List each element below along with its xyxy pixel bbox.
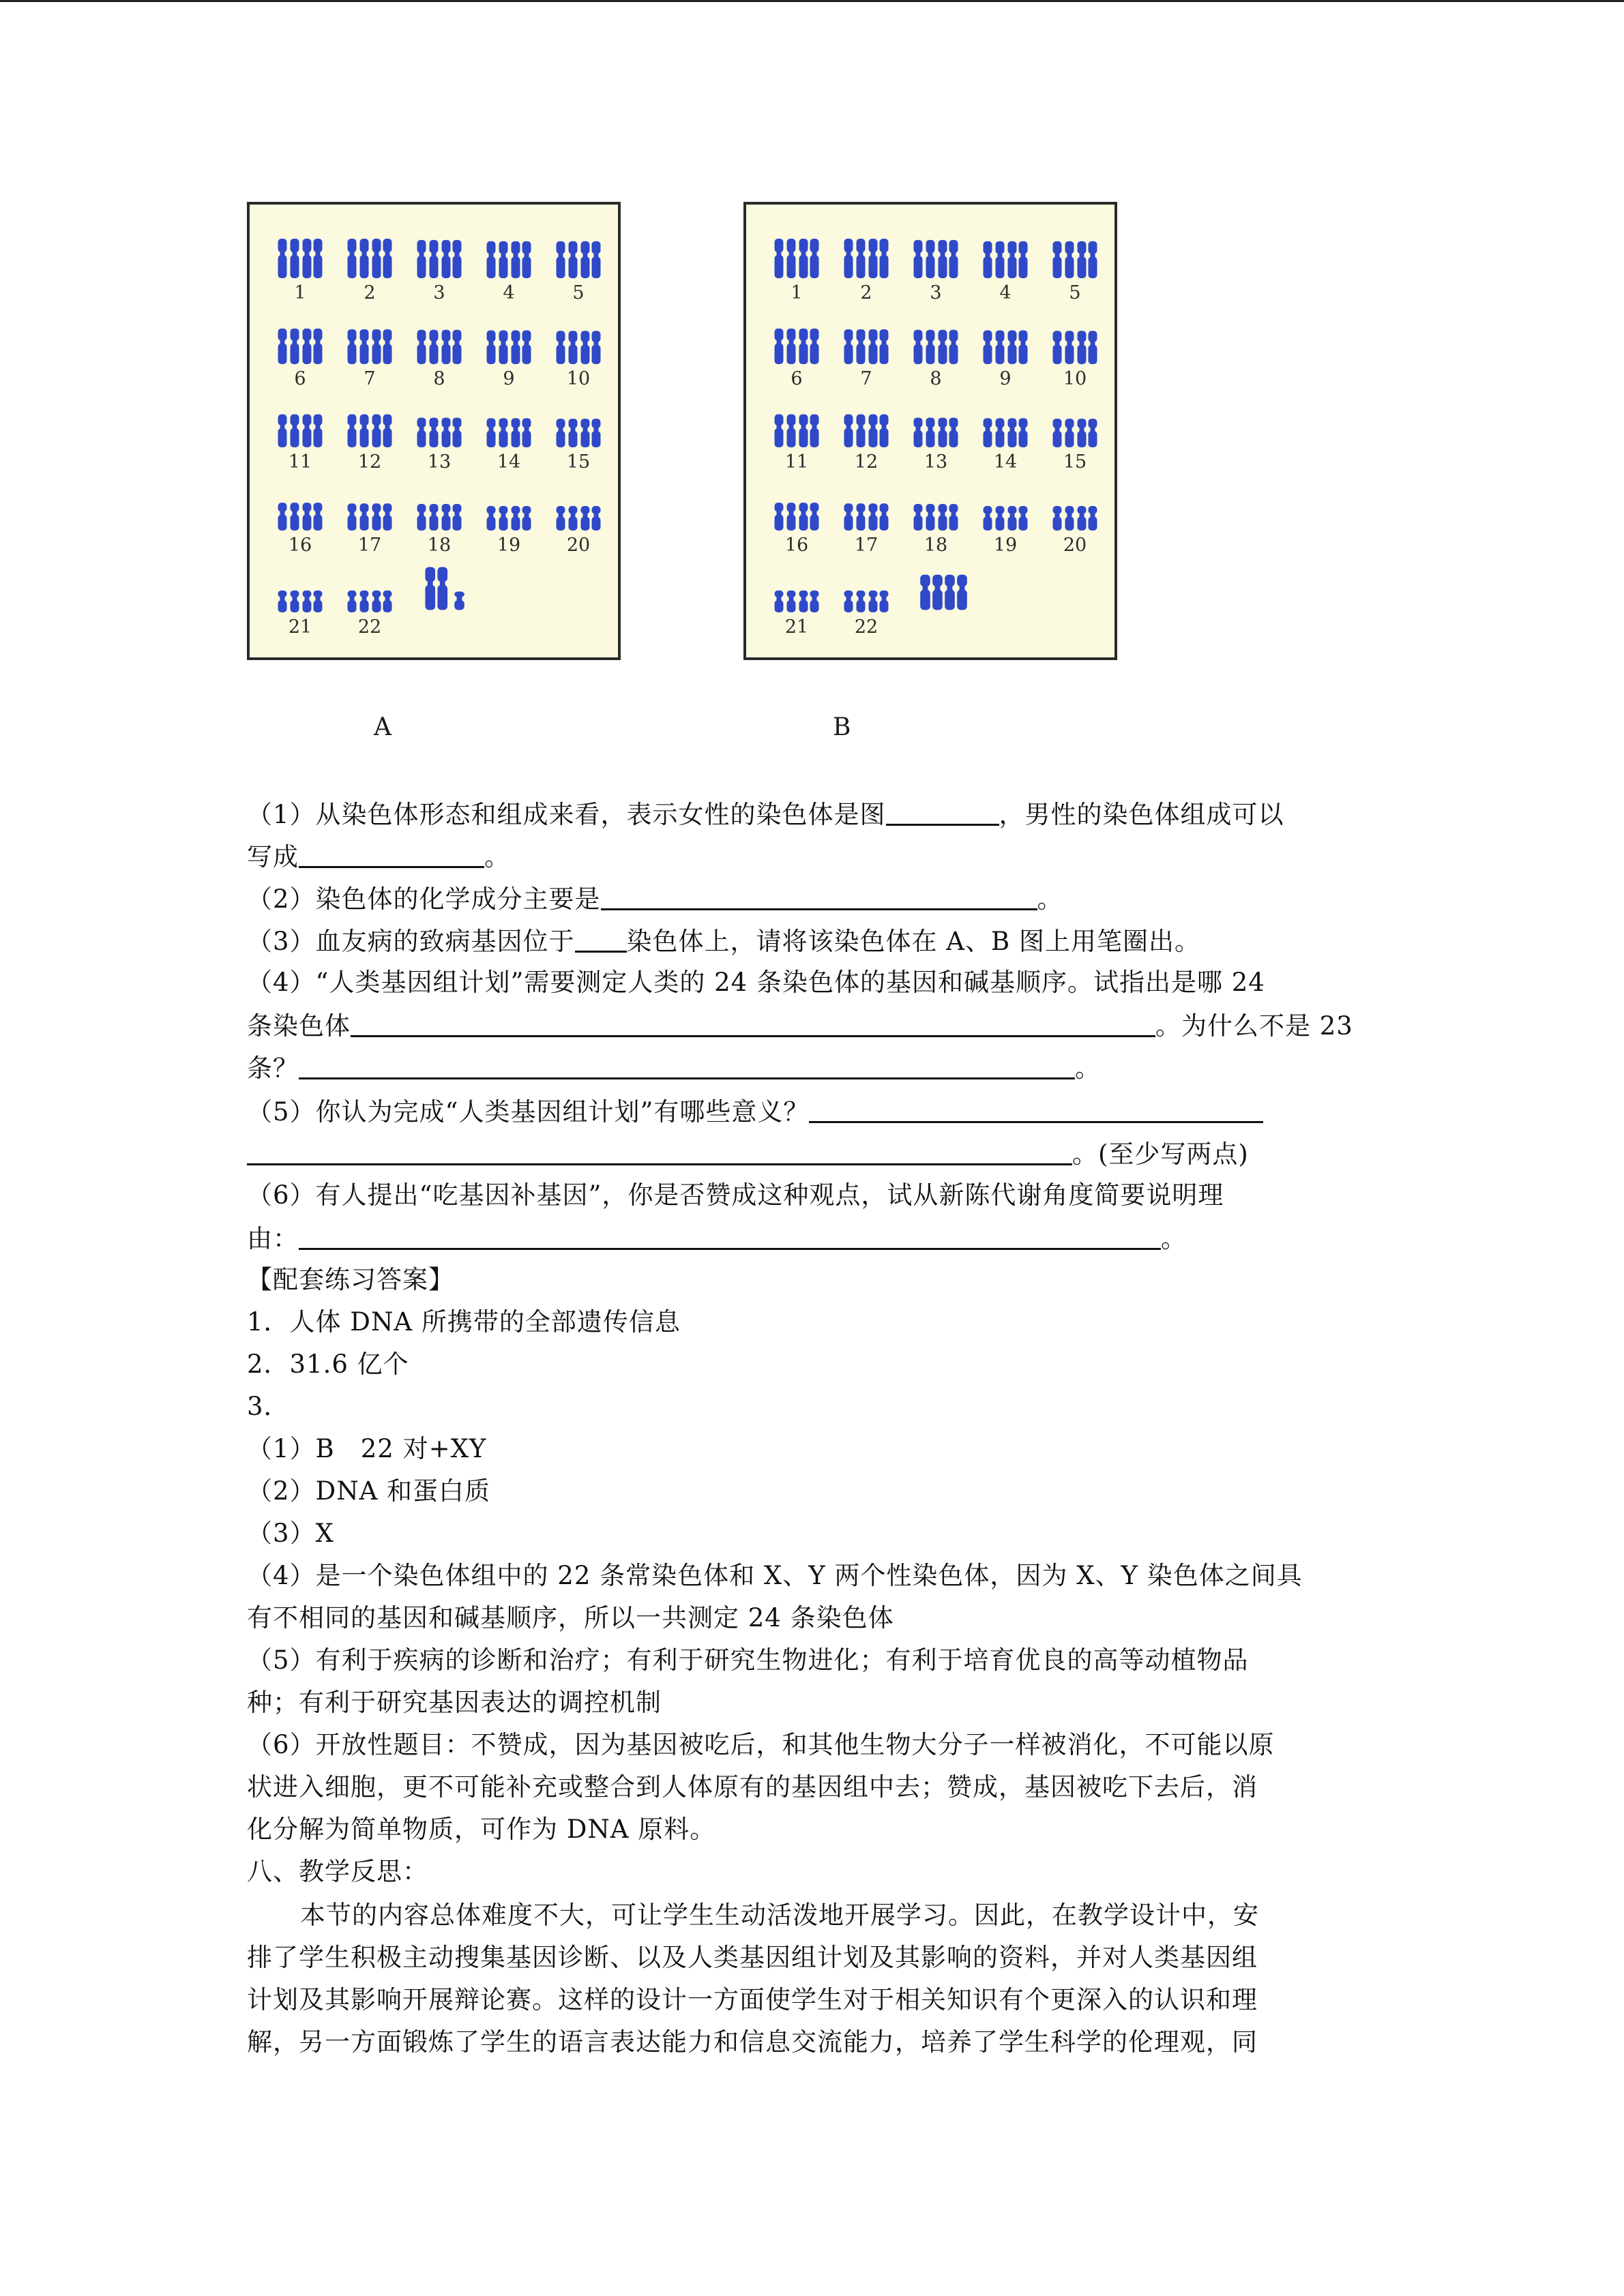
chromosome-pair-icon <box>839 408 894 449</box>
answer-blank-q2[interactable] <box>601 878 1037 910</box>
answer-blank-q4-why[interactable] <box>299 1047 1075 1079</box>
reflection-line-3: 计划及其影响开展辩论赛。这样的设计一方面使学生对于相关知识有个更深入的认识和理 <box>247 1985 1258 2014</box>
question-4-end: 。 <box>1075 1054 1101 1083</box>
chromosome-pair-6-a <box>267 325 333 393</box>
chromosome-pair-12-a <box>337 408 402 476</box>
question-4-text-4: 条？ <box>247 1054 299 1083</box>
chromosome-pair-icon <box>1048 408 1102 449</box>
chromosome-pair-19-b <box>973 491 1038 559</box>
chromosome-number: 1 <box>294 282 306 303</box>
chromosome-pair-18-a <box>407 491 472 559</box>
question-5-end: 。(至少写两点) <box>1072 1139 1249 1169</box>
chromosome-pair-icon <box>273 573 327 614</box>
chromosome-pair-icon <box>839 573 894 614</box>
chromosome-pair-icon <box>273 408 327 449</box>
reflection-line-4: 解，另一方面锻炼了学生的语言表达能力和信息交流能力，培养了学生科学的伦理观，同 <box>247 2027 1258 2057</box>
answer-3-3: （3）X <box>247 1519 334 1548</box>
chromosome-number: 2 <box>364 282 376 303</box>
chromosome-pair-icon <box>482 408 536 449</box>
chromosome-number: 13 <box>924 451 948 473</box>
chromosome-number: 14 <box>497 451 521 473</box>
chromosome-number: 11 <box>288 451 312 473</box>
karyotype-panel-b <box>743 202 1117 660</box>
chromosome-pair-4-b <box>973 239 1038 307</box>
question-3-text-2: 染色体上，请将该染色体在 A、B 图上用笔圈出。 <box>626 927 1200 956</box>
chromosome-pair-icon <box>482 239 536 280</box>
chromosome-pair-icon <box>342 325 397 366</box>
question-3-line <box>247 921 1379 960</box>
answers-heading: 【配套练习答案】 <box>247 1265 454 1294</box>
chromosome-pair-14-b <box>973 408 1038 476</box>
chromosome-pair-icon <box>1048 325 1102 366</box>
answer-3-2: （2）DNA 和蛋白质 <box>247 1476 491 1506</box>
chromosome-pair-21-b <box>764 573 829 641</box>
chromosome-pair-icon <box>978 239 1033 280</box>
chromosome-number: 22 <box>357 616 382 638</box>
chromosome-pair-icon <box>1048 239 1102 280</box>
chromosome-number: 21 <box>288 616 312 638</box>
sex-chromosomes-xy-icon <box>413 565 475 612</box>
chromosome-pair-19-a <box>476 491 542 559</box>
chromosome-pair-icon <box>482 325 536 366</box>
chromosome-number: 4 <box>503 282 515 303</box>
chromosome-pair-icon <box>551 239 606 280</box>
chromosome-number: 5 <box>1069 282 1081 303</box>
chromosome-pair-icon <box>769 325 824 366</box>
reflection-text-1: 本节的内容总体难度不大，可让学生生动活泼地开展学习。因此，在教学设计中，安 <box>300 1900 1259 1930</box>
chromosome-number: 21 <box>784 616 809 638</box>
question-2-end: 。 <box>1037 884 1063 914</box>
question-1-text: （1）从染色体形态和组成来看，表示女性的染色体是图 <box>247 800 886 829</box>
chromosome-pair-icon <box>412 325 467 366</box>
answer-blank-q1-male[interactable] <box>299 836 484 868</box>
chromosome-pair-21-a <box>267 573 333 641</box>
chromosome-pair-icon <box>412 239 467 280</box>
question-4-text: （4）“人类基因组计划”需要测定人类的 24 条染色体的基因和碱基顺序。试指出是哪 24 <box>247 968 1265 997</box>
question-6-text: （6）有人提出“吃基因补基因”，你是否赞成这种观点，试从新陈代谢角度简要说明理 <box>247 1180 1224 1210</box>
chromosome-pair-5-b <box>1042 239 1108 307</box>
chromosome-number: 1 <box>791 282 803 303</box>
chromosome-pair-icon <box>551 325 606 366</box>
chromosome-pair-22-a <box>337 573 402 641</box>
chromosome-pair-icon <box>482 491 536 532</box>
chromosome-pair-20-b <box>1042 491 1108 559</box>
chromosome-pair-icon <box>551 408 606 449</box>
chromosome-pair-icon <box>412 408 467 449</box>
chromosome-pair-icon <box>909 408 963 449</box>
karyotype-panel-a <box>247 202 621 660</box>
chromosome-pair-11-a <box>267 408 333 476</box>
chromosome-number: 3 <box>433 282 445 303</box>
chromosome-pair-icon <box>1048 491 1102 532</box>
chromosome-number: 17 <box>357 535 382 556</box>
chromosome-pair-2-b <box>833 239 899 307</box>
chromosome-pair-icon <box>342 491 397 532</box>
chromosome-pair-icon <box>978 325 1033 366</box>
question-1-line-1 <box>247 794 1379 833</box>
question-4-text-3: 。为什么不是 23 <box>1155 1011 1353 1041</box>
question-1-text-3: 写成 <box>247 842 299 871</box>
chromosome-pair-icon <box>342 573 397 614</box>
question-6-end: 。 <box>1161 1224 1187 1253</box>
chromosome-pair-12-b <box>833 408 899 476</box>
chromosome-number: 9 <box>503 368 515 389</box>
figure-label-b: B <box>833 713 851 741</box>
chromosome-pair-22-b <box>833 573 899 641</box>
question-2-text: （2）染色体的化学成分主要是 <box>247 884 601 914</box>
chromosome-pair-5-a <box>546 239 611 307</box>
chromosome-pair-16-a <box>267 491 333 559</box>
chromosome-pair-17-a <box>337 491 402 559</box>
chromosome-number: 12 <box>357 451 382 473</box>
chromosome-number: 12 <box>854 451 879 473</box>
chromosome-pair-17-b <box>833 491 899 559</box>
chromosome-number: 15 <box>1063 451 1087 473</box>
chromosome-number: 15 <box>566 451 591 473</box>
answer-blank-q4-which[interactable] <box>351 1005 1155 1037</box>
answer-3-6-line-3: 化分解为简单物质，可作为 DNA 原料。 <box>247 1815 716 1844</box>
chromosome-pair-1-a <box>267 239 333 307</box>
question-1-line-2 <box>247 836 1379 876</box>
chromosome-pair-15-b <box>1042 408 1108 476</box>
chromosome-number: 6 <box>294 368 306 389</box>
chromosome-pair-11-b <box>764 408 829 476</box>
answer-blank-q5-b[interactable] <box>247 1133 1072 1165</box>
chromosome-number: 16 <box>784 535 809 556</box>
question-4-text-2: 条染色体 <box>247 1011 351 1041</box>
chromosome-pair-icon <box>551 491 606 532</box>
chromosome-pair-icon <box>978 408 1033 449</box>
chromosome-number: 22 <box>854 616 879 638</box>
question-5-text: （5）你认为完成“人类基因组计划”有哪些意义？ <box>247 1097 810 1127</box>
chromosome-number: 8 <box>930 368 942 389</box>
answer-3-6-line-1: （6）开放性题目：不赞成，因为基因被吃后，和其他生物大分子一样被消化，不可能以原 <box>247 1730 1275 1759</box>
chromosome-number: 6 <box>791 368 803 389</box>
chromosome-pair-9-a <box>476 325 542 393</box>
chromosome-pair-20-a <box>546 491 611 559</box>
chromosome-pair-14-a <box>476 408 542 476</box>
question-5-line-2 <box>247 1133 1379 1173</box>
answer-blank-q3[interactable] <box>575 921 627 953</box>
chromosome-number: 20 <box>1063 535 1087 556</box>
chromosome-pair-6-b <box>764 325 829 393</box>
answer-3-4-line-2: 有不相同的基因和碱基顺序，所以一共测定 24 条染色体 <box>247 1603 894 1632</box>
figure-label-a: A <box>374 713 392 741</box>
chromosome-pair-9-b <box>973 325 1038 393</box>
chromosome-pair-1-b <box>764 239 829 307</box>
chromosome-pair-16-b <box>764 491 829 559</box>
chromosome-number: 9 <box>999 368 1012 389</box>
question-3-text: （3）血友病的致病基因位于 <box>247 927 575 956</box>
chromosome-pair-icon <box>909 325 963 366</box>
question-6-line-1 <box>247 1176 1379 1215</box>
chromosome-number: 5 <box>572 282 585 303</box>
chromosome-pair-icon <box>978 491 1033 532</box>
chromosome-pair-8-a <box>407 325 472 393</box>
chromosome-pair-icon <box>909 491 963 532</box>
chromosome-pair-icon <box>769 573 824 614</box>
chromosome-pair-7-b <box>833 325 899 393</box>
question-1-text-4: 。 <box>484 842 510 871</box>
chromosome-pair-15-a <box>546 408 611 476</box>
chromosome-number: 7 <box>860 368 872 389</box>
chromosome-pair-13-a <box>407 408 472 476</box>
sex-chromosomes-xx-icon <box>910 565 971 612</box>
answer-2: 2．31.6 亿个 <box>247 1350 409 1379</box>
chromosome-pair-3-a <box>407 239 472 307</box>
chromosome-pair-3-b <box>903 239 969 307</box>
chromosome-pair-icon <box>839 491 894 532</box>
answer-3-5-line-2: 种；有利于研究基因表达的调控机制 <box>247 1688 662 1717</box>
chromosome-pair-icon <box>273 239 327 280</box>
question-4-line-1 <box>247 963 1379 1002</box>
chromosome-pair-icon <box>342 408 397 449</box>
answer-3-5-line-1: （5）有利于疾病的诊断和治疗；有利于研究生物进化；有利于培育优良的高等动植物品 <box>247 1645 1249 1675</box>
chromosome-pair-7-a <box>337 325 402 393</box>
chromosome-pair-icon <box>909 239 963 280</box>
answer-3: 3． <box>247 1392 290 1421</box>
chromosome-pair-10-a <box>546 325 611 393</box>
answer-blank-q5-a[interactable] <box>809 1091 1263 1123</box>
chromosome-number: 3 <box>930 282 942 303</box>
chromosome-pair-13-b <box>903 408 969 476</box>
chromosome-number: 7 <box>364 368 376 389</box>
page-top-border <box>0 0 1624 2</box>
chromosome-number: 4 <box>999 282 1012 303</box>
chromosome-number: 10 <box>566 368 591 389</box>
chromosome-number: 13 <box>427 451 452 473</box>
question-1-text-2: ，男性的染色体组成可以 <box>999 800 1284 829</box>
question-4-line-2 <box>247 1005 1379 1045</box>
chromosome-pair-icon <box>769 491 824 532</box>
reflection-line-1 <box>247 1896 1379 1935</box>
reflection-line-2: 排了学生积极主动搜集基因诊断、以及人类基因组计划及其影响的资料，并对人类基因组 <box>247 1943 1258 1972</box>
answer-3-6-line-2: 状进入细胞，更不可能补充或整合到人体原有的基因组中去；赞成，基因被吃下去后，消 <box>247 1772 1258 1802</box>
question-4-line-3 <box>247 1047 1379 1087</box>
chromosome-pair-icon <box>412 491 467 532</box>
chromosome-pair-icon <box>839 325 894 366</box>
question-5-line-1 <box>247 1091 1379 1131</box>
chromosome-pair-icon <box>769 239 824 280</box>
chromosome-number: 16 <box>288 535 312 556</box>
chromosome-number: 2 <box>860 282 872 303</box>
chromosome-number: 11 <box>784 451 809 473</box>
answer-blank-q6[interactable] <box>299 1218 1161 1250</box>
chromosome-number: 20 <box>566 535 591 556</box>
chromosome-number: 8 <box>433 368 445 389</box>
question-2-line <box>247 878 1379 918</box>
chromosome-pair-icon <box>273 325 327 366</box>
answer-3-4-line-1: （4）是一个染色体组中的 22 条常染色体和 X、Y 两个性染色体，因为 X、Y 染色体之间具 <box>247 1561 1303 1590</box>
chromosome-number: 18 <box>427 535 452 556</box>
chromosome-pair-icon <box>342 239 397 280</box>
answer-1: 1．人体 DNA 所携带的全部遗传信息 <box>247 1307 681 1337</box>
answer-3-1: （1）B 22 对+XY <box>247 1434 487 1463</box>
chromosome-number: 14 <box>993 451 1018 473</box>
answer-blank-q1-figure[interactable] <box>886 794 999 826</box>
chromosome-number: 19 <box>993 535 1018 556</box>
chromosome-pair-18-b <box>903 491 969 559</box>
chromosome-pair-10-b <box>1042 325 1108 393</box>
reflection-heading: 八、教学反思： <box>247 1857 428 1886</box>
question-6-line-2 <box>247 1218 1379 1257</box>
chromosome-pair-icon <box>839 239 894 280</box>
question-6-text-2: 由： <box>247 1224 299 1253</box>
chromosome-number: 17 <box>854 535 879 556</box>
chromosome-pair-4-a <box>476 239 542 307</box>
chromosome-pair-2-a <box>337 239 402 307</box>
chromosome-number: 19 <box>497 535 521 556</box>
chromosome-number: 18 <box>924 535 948 556</box>
chromosome-pair-icon <box>273 491 327 532</box>
chromosome-pair-8-b <box>903 325 969 393</box>
chromosome-pair-icon <box>769 408 824 449</box>
chromosome-number: 10 <box>1063 368 1087 389</box>
